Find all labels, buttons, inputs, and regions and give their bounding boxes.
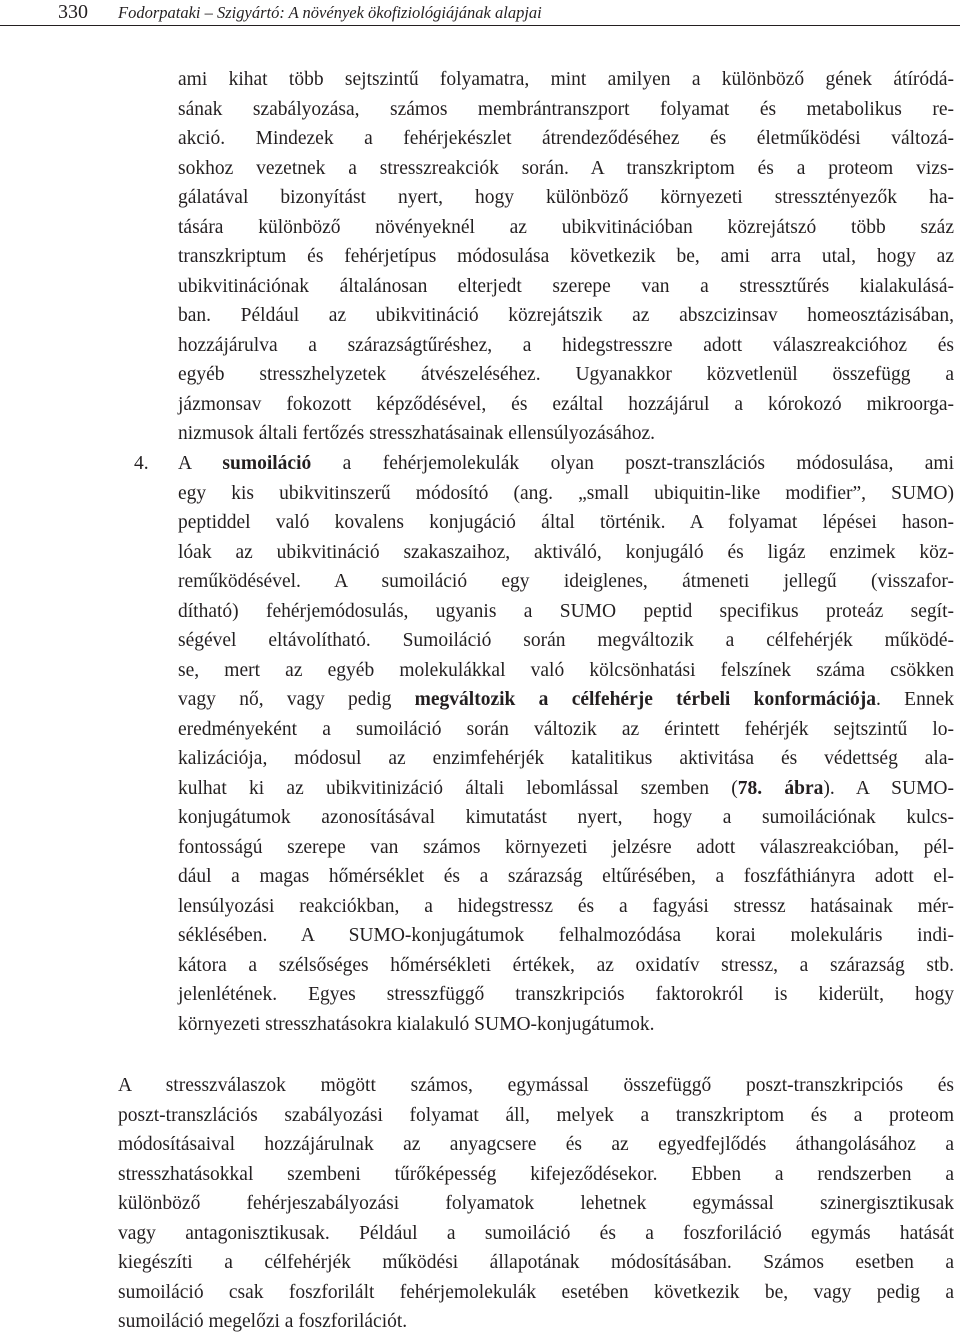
text-line: ubikvitinációnak általánosan elterjedt szerepe van a stressztűrés kialakulásá- (178, 275, 954, 297)
text-line: sokhoz vezetnek a stresszreakciók során. A transzkriptom és a proteom vizs- (178, 157, 954, 179)
text-line: tására különböző növényeknél az ubikvitinációban közrejátszó több száz (178, 216, 954, 238)
text-line: konjugátumok azonosításával kimutatást nyert, hogy a sumoilációnak kulcs- (178, 807, 954, 828)
text-line: lensúlyozási reakciókban, a hidegstressz és a fagyási stressz hatásainak mér- (178, 895, 954, 917)
text-line: akció. Mindezek a fehérjekészlet átrendeződéséhez és életműködési változá- (178, 128, 954, 149)
text-line: eredményeként a sumoiláció során változik az érintett fehérjék sejtszintű lo- (178, 718, 954, 740)
text-line: egyéb stresszhelyzetek átvészeléséhez. Ugyanakkor közvetlenül összefügg a (178, 364, 954, 385)
running-header (0, 0, 960, 26)
text-line: fontosságú szerepe van számos környezeti jelzésre adott válaszreakcióban, pél- (178, 836, 954, 858)
text-line: stresszhatásokkal szembeni tűrőképesség kifejeződésekor. Ebben a rendszerben a (118, 1163, 954, 1185)
text-line: reműködésével. A sumoiláció egy ideiglenes, átmeneti jellegű (visszafor- (178, 571, 954, 592)
text-line: jázmonsav fokozott képződésével, és ezáltal hozzájárul a kórokozó mikroorga- (178, 393, 954, 415)
text-line: séklésében. A SUMO-konjugátumok felhalmozódása korai molekuláris indi- (178, 925, 954, 946)
text-line: kátora a szélsőséges hőmérsékleti értékek, az oxidatív stressz, a szárazság stb. (178, 954, 954, 976)
list-item-number: 4. (134, 453, 149, 474)
text-line: se, mert az egyéb molekulákkal való kölcsönhatási felszínek száma csökken (178, 659, 954, 681)
text-line: kulhat ki az ubikvitinizáció általi lebomlással szemben (78. ábra). A SUMO- (178, 777, 955, 799)
text-line: ségével eltávolítható. Sumoiláció során megváltozik a célfehérjék működé- (178, 630, 954, 651)
text-line: környezeti stresszhatásokra kialakuló SUMO-konjugátumok. (178, 1013, 655, 1035)
text-line: vagy nő, vagy pedig megváltozik a célfehérje térbeli konformációja. Ennek (178, 689, 954, 710)
text-line: nizmusok általi fertőzés stresszhatásainak ellensúlyozásához. (178, 423, 656, 444)
text-line: kalizációja, módosul az enzimfehérjék katalitikus aktivitása és védettség ala- (178, 748, 954, 769)
text-line: sumoiláció csak foszforilált fehérjemolekulák esetében következik be, vagy pedig a (118, 1281, 954, 1303)
text-line: A sumoiláció a fehérjemolekulák olyan poszt-transzlációs módosulása, ami (178, 453, 954, 474)
page-number: 330 (58, 1, 88, 23)
text-line: dául a magas hőmérséklet és a szárazság eltűrésében, a foszfáthiányra adott el- (178, 866, 954, 887)
text-line: sumoiláció megelőzi a foszforilációt. (118, 1311, 408, 1332)
text-line: módosításaival hozzájárulnak az anyagcsere és az egyedfejlődés áthangolásához a (118, 1134, 954, 1155)
text-line: ban. Például az ubikvitináció közrejátszik az abszcizinsav homeosztázisában, (178, 305, 954, 326)
emphasis-conformation: megváltozik a célfehérje térbeli konformációja (414, 689, 876, 710)
text-line: kiegészíti a célfehérjék működési állapotának módosításában. Számos esetben a (118, 1252, 954, 1273)
text-line: jelenlétének. Egyes stresszfüggő transzkripciós faktorokról is kiderült, hogy (178, 984, 954, 1005)
figure-reference: 78. ábra (737, 777, 824, 799)
text-line: vagy antagonisztikusak. Például a sumoiláció és a foszforiláció egymás hatását (118, 1222, 954, 1244)
continuation-paragraph (178, 65, 954, 449)
text-line: peptiddel való kovalens konjugáció által történik. A folyamat lépései hason- (178, 512, 954, 533)
list-item-sumoylation (178, 449, 954, 1039)
closing-paragraph (118, 1071, 954, 1337)
header-rule (0, 25, 960, 26)
text-line: gálatával bizonyítást nyert, hogy különböző környezeti stressztényezők ha- (178, 187, 954, 208)
text-line: különböző fehérjeszabályozási folyamatok lehetnek egymással szinergisztikusak (118, 1193, 954, 1214)
running-head-title: Fodorpataki – Szigyártó: A növények ökofiziológiájának alapjai (118, 3, 542, 22)
text-line: lóak az ubikvitináció szakaszaihoz, aktiváló, konjugáló és ligáz enzimek köz- (178, 541, 954, 563)
text-line: dítható) fehérjemódosulás, ugyanis a SUMO peptid specifikus proteáz segít- (178, 600, 954, 622)
term-sumoylation: sumoiláció (222, 453, 312, 474)
text-line: egy kis ubikvitinszerű módosító (ang. „small ubiquitin-like modifier”, SUMO) (178, 482, 954, 504)
text-line: transzkriptum és fehérjetípus módosulása következik be, ami arra utal, hogy az (178, 246, 954, 267)
text-line: ami kihat több sejtszintű folyamatra, mint amilyen a különböző gének átíródá- (178, 69, 954, 90)
text-line: hozzájárulva a szárazságtűréshez, a hidegstresszre adott válaszreakcióhoz és (178, 334, 954, 356)
text-line: sának szabályozása, számos membrántranszport folyamat és metabolikus re- (178, 98, 954, 120)
text-line: poszt-transzlációs szabályozási folyamat áll, melyek a transzkriptom és a proteom (118, 1104, 954, 1126)
text-line: A stresszválaszok mögött számos, egymással összefüggő poszt-transzkripciós és (118, 1075, 954, 1096)
